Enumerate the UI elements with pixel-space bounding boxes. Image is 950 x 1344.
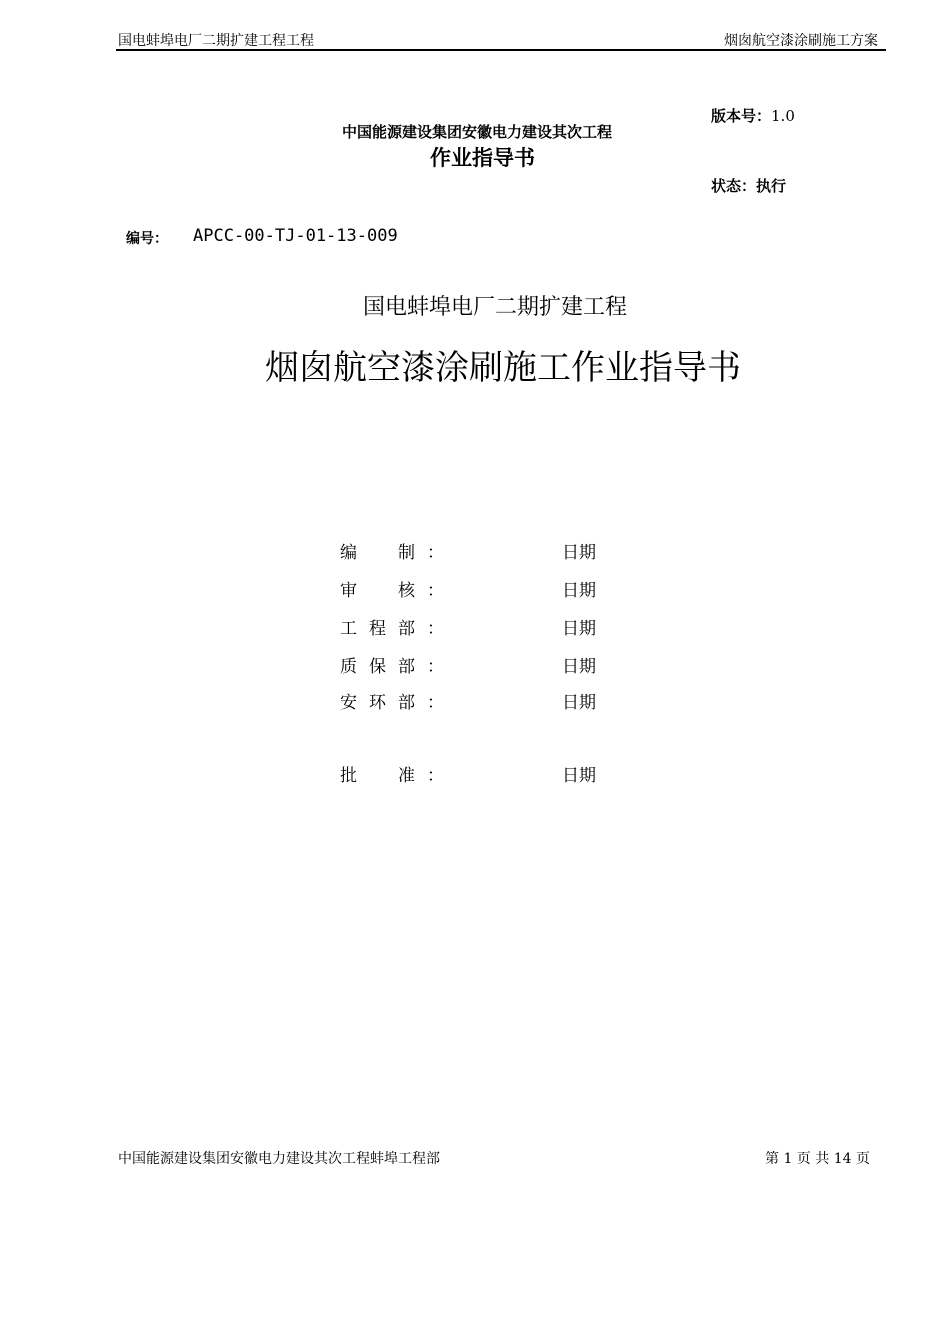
signature-label [340, 614, 445, 639]
status-value: 执行 [756, 177, 787, 195]
signature-label-char: 编 [340, 543, 357, 563]
signature-label-char: ： [427, 657, 444, 677]
signature-label-char: ： [427, 543, 444, 563]
signature-label-char: 质 [340, 657, 357, 677]
signature-label-char: 制 [398, 543, 415, 563]
signature-label-char: 审 [340, 581, 357, 601]
signature-date-label: 日期 [562, 543, 596, 563]
project-title: 国电蚌埠电厂二期扩建工程 [363, 295, 628, 320]
signature-label-char: ： [427, 619, 444, 639]
signature-label-char: 核 [398, 581, 415, 601]
status-label: 状态： [711, 177, 757, 195]
signature-label [340, 688, 445, 713]
version-line [711, 105, 795, 126]
code-value: APCC-00-TJ-01-13-009 [193, 226, 398, 246]
signature-label-char: ： [427, 581, 444, 601]
code-label: 编号： [126, 231, 168, 247]
signature-label-char: 环 [369, 693, 386, 713]
footer-left-text: 中国能源建设集团安徽电力建设其次工程蚌埠工程部 [118, 1151, 440, 1167]
signature-date-label: 日期 [562, 619, 596, 639]
signature-date-label: 日期 [562, 766, 596, 786]
signature-label [340, 538, 445, 563]
signature-label [340, 576, 445, 601]
signature-label-char: ： [427, 693, 444, 713]
signature-label-char: 工 [340, 619, 357, 639]
signature-label-char: 程 [369, 619, 386, 639]
status-line [711, 175, 786, 196]
signature-label [340, 652, 445, 677]
signature-label [340, 761, 445, 786]
signature-date-label: 日期 [562, 581, 596, 601]
doc-type-title: 作业指导书 [430, 145, 535, 170]
signature-date-label: 日期 [562, 693, 596, 713]
header-divider [116, 49, 886, 51]
signature-label-char: ： [427, 766, 444, 786]
company-name: 中国能源建设集团安徽电力建设其次工程 [342, 123, 613, 141]
signature-label-char: 部 [398, 657, 415, 677]
page-number: 第 1 页 共 14 页 [765, 1151, 870, 1167]
version-label: 版本号： [711, 107, 772, 125]
header-right-text: 烟囱航空漆涂刷施工方案 [724, 33, 878, 49]
main-title: 烟囱航空漆涂刷施工作业指导书 [265, 348, 741, 388]
signature-label-char: 部 [398, 693, 415, 713]
signature-label-char: 安 [340, 693, 357, 713]
signature-label-char: 部 [398, 619, 415, 639]
signature-label-char: 准 [398, 766, 415, 786]
signature-label-char: 批 [340, 766, 357, 786]
signature-label-char: 保 [369, 657, 386, 677]
header-left-text: 国电蚌埠电厂二期扩建工程工程 [118, 33, 314, 49]
version-value: 1.0 [771, 107, 795, 125]
signature-date-label: 日期 [562, 657, 596, 677]
